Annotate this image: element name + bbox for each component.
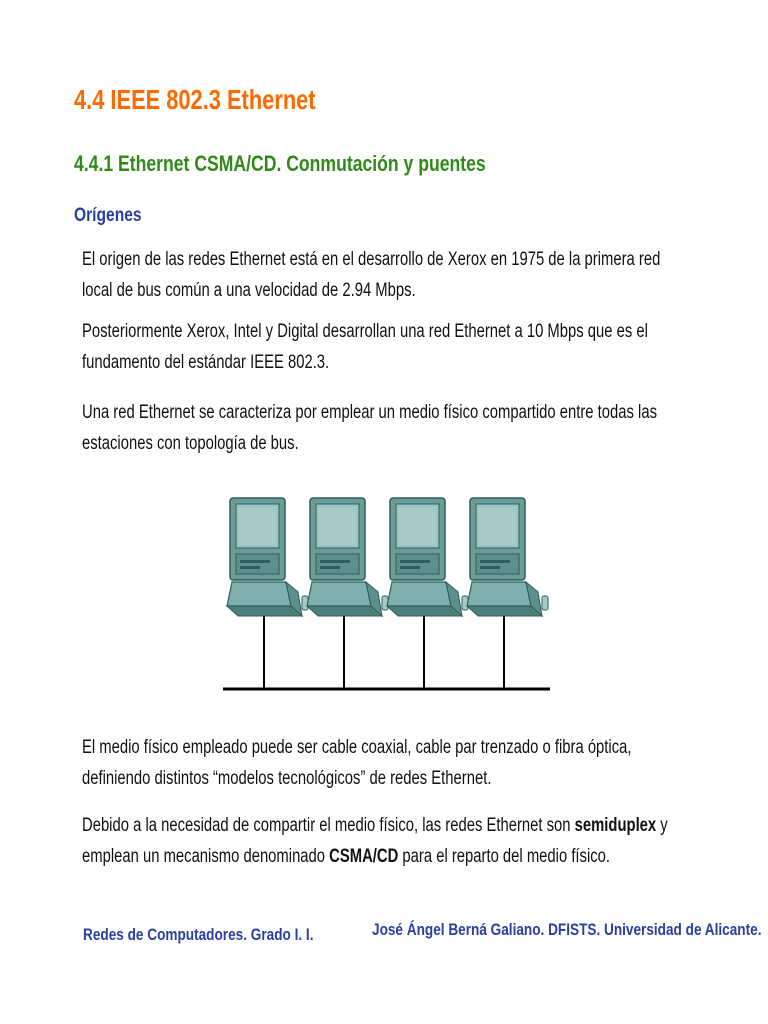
computer-icon-4 [467,498,548,690]
p5-text-middle: y emplean un mecanismo denominado [82,815,668,867]
p5-text-before: Debido a la necesidad de compartir el medio físico, las redes Ethernet son [82,815,575,836]
paragraph-bus-topology: Una red Ethernet se caracteriza por emplear un medio físico compartido entre todas las estaciones con topología de bus. [82,402,657,454]
paragraph-semiduplex [82,810,683,872]
computer-icon-1 [227,498,308,690]
footer-author: José Ángel Berná Galiano. DFISTS. Universidad de Alicante. [372,920,762,939]
computer-icon-2 [307,498,388,690]
term-semiduplex: semiduplex [574,815,657,836]
paragraph-origin: El origen de las redes Ethernet está en el desarrollo de Xerox en 1975 de la primera red local de bus común a una velocidad de 2.94 Mbps. [82,249,661,301]
footer-course: Redes de Computadores. Grado I. I. [83,925,314,944]
paragraph-xerox-intel-digital: Posteriormente Xerox, Intel y Digital desarrollan una red Ethernet a 10 Mbps que es el fundamento del estándar IEEE 802.3. [82,321,648,373]
page-title: 4.4 IEEE 802.3 Ethernet [74,84,316,115]
paragraph-physical-medium: El medio físico empleado puede ser cable coaxial, cable par trenzado o fibra óptica, definiendo distintos “modelos tecnológicos” de redes Ethernet. [82,737,632,789]
ethernet-bus-diagram [208,490,558,695]
p5-text-after: para el reparto del medio físico. [398,846,611,867]
term-csma-cd: CSMA/CD [329,846,399,867]
computer-icon-3 [387,498,468,690]
section-subtitle: 4.4.1 Ethernet CSMA/CD. Conmutación y puentes [74,151,486,176]
section-heading: Orígenes [74,205,142,226]
